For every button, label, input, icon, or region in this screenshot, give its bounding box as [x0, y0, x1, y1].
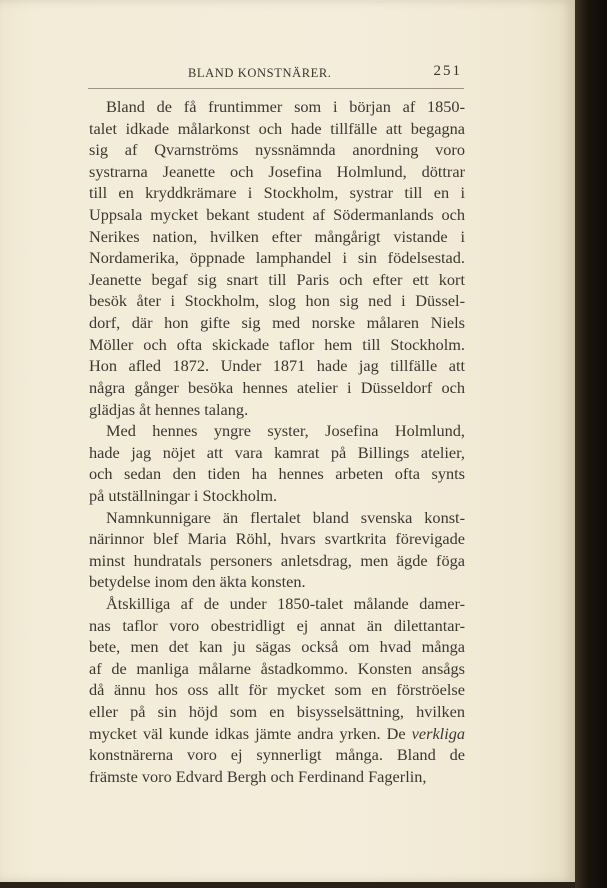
text-line: besök åter i Stockholm, slog hon sig ned i Düssel- [89, 291, 465, 311]
text-line: till en kryddkrämare i Stockholm, systrar till en i [89, 183, 465, 203]
text-line: Nerikes nation, hvilken efter mångårigt vistande i [89, 226, 465, 246]
text-line: Uppsala mycket bekant student af Södermanlands och [89, 205, 465, 225]
page-number: 251 [433, 63, 462, 79]
text-line: främste voro Edvard Bergh och Ferdinand Fagerlin, [89, 766, 427, 786]
text-line: Nordamerika, öppnade lamphandel i sin födelsestad. [89, 248, 465, 268]
text-line: minst hundratals personers anletsdrag, men ägde föga [89, 550, 465, 570]
body-text [89, 96, 465, 788]
text-line: på utställningar i Stockholm. [89, 485, 278, 505]
text-line: Möller och ofta skickade taflor hem till Stockholm. [89, 334, 465, 354]
text-line: hade jag nöjet att vara kamrat på Billings atelier, [89, 442, 465, 462]
text-line: då ännu hos oss allt för mycket som en förströelse [89, 680, 465, 700]
text-line: konstnärerna voro ej synnerligt många. Bland de [89, 745, 465, 765]
text-line: Hon afled 1872. Under 1871 hade jag tillfälle att [89, 356, 465, 376]
text-line: glädjas åt hennes talang. [89, 399, 249, 419]
text-line: mycket väl kunde idkas jämte andra yrken. De verkliga [89, 723, 465, 743]
book-spine [575, 0, 607, 888]
text-line: Åtskilliga af de under 1850-talet målande damer- [106, 594, 465, 614]
text-line: eller på sin höjd som en bisysselsättning, hvilken [89, 702, 465, 722]
emphasized-word: verkliga [411, 723, 465, 743]
text-line: betydelse inom den äkta konsten. [89, 572, 306, 592]
text-line: Namnkunnigare än flertalet bland svenska konst- [106, 507, 465, 527]
text-line: Jeanette begaf sig snart till Paris och efter ett kort [89, 269, 465, 289]
text-line: bete, men det kan ju sägas också om hvad många [89, 637, 465, 657]
header-rule [88, 88, 464, 89]
text-line: af de manliga målarne åstadkommo. Konsten ansågs [89, 658, 465, 678]
text-line: närinnor blef Maria Röhl, hvars svartkrita förevigade [89, 529, 465, 549]
page-bottom-edge [0, 882, 575, 888]
text-line: nas taflor voro obestridligt ej annat än dilettantar- [89, 615, 465, 635]
text-line: några gånger besöka hennes atelier i Düsseldorf och [89, 377, 465, 397]
page-header [90, 62, 462, 84]
text-line: Bland de få fruntimmer som i början af 1850- [106, 97, 465, 116]
text-line: sig af Qvarnströms nyssnämnda anordning voro [89, 140, 465, 160]
text-line: systrarna Jeanette och Josefina Holmlund, döttrar [89, 161, 465, 181]
running-title: BLAND KONSTNÄRER. [188, 66, 332, 80]
text-line: dorf, där hon gifte sig med norske målaren Niels [89, 313, 465, 333]
text-line: och sedan den tiden ha hennes arbeten ofta synts [89, 464, 465, 484]
text-line: Med hennes yngre syster, Josefina Holmlund, [106, 421, 465, 441]
text-line: talet idkade målarkonst och hade tillfälle att begagna [89, 118, 465, 138]
